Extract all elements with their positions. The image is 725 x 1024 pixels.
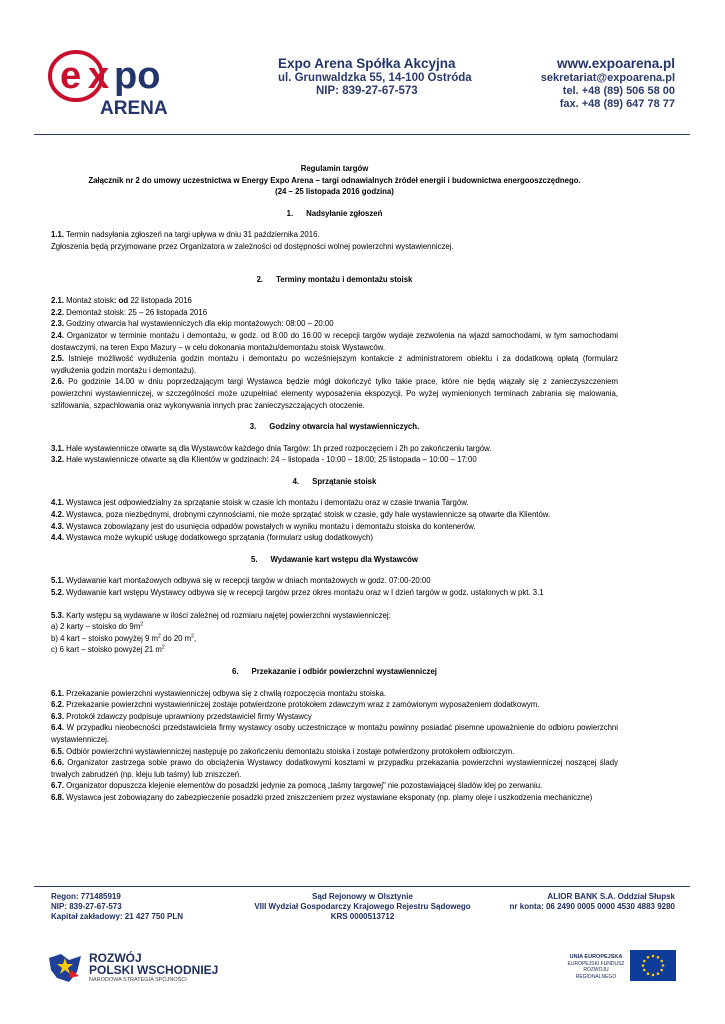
item-2-1: 2.1. Montaż stoisk: od 22 listopada 2016 xyxy=(51,296,192,306)
item-5-3: 5.3. Karty wstępu są wydawane w ilości zależnej od rozmiaru najętej powierzchni wystawienniczej: xyxy=(51,610,391,620)
header-divider xyxy=(34,134,690,135)
eu-flag-icon xyxy=(630,950,676,981)
item-5-3-a: a) 2 karty – stoisko do $9m^2$ xyxy=(51,621,144,632)
footer-bank-name: ALIOR BANK S.A. Oddział Słupsk xyxy=(547,892,675,901)
item-6-8: 6.8. Wystawca jest zobowiązany do zabezpieczenie posadzki przed zniszczeniem przez wystawiane eksponaty (np. plamy oleje i uszkodzenia mechaniczne) xyxy=(51,792,593,802)
section-2-title: 2. Terminy montażu i demontażu stoisk xyxy=(256,274,413,284)
svg-text:e: e xyxy=(60,55,82,97)
item-6-7: 6.7. Organizator dopuszcza klejenie elementów do posadzki jedynie za pomocą „taśmy targowej" nie pozostawiającej śladów klej po zerwaniu. xyxy=(51,781,543,791)
item-2-5: 2.5. Istnieje możliwość wydłużenia godzin montażu i demontażu po wcześniejszym kontakcie z administratorem obiektu i za dodatkową opłatą (formularz wydłużenia godzin montażu i demontażu). xyxy=(51,354,618,375)
section-4-title: 4. Sprzątanie stoisk xyxy=(292,476,377,486)
star-map-icon xyxy=(45,948,85,988)
footer-regon: Regon: 771485919 xyxy=(51,892,121,901)
section-6-title: 6. Przekazanie i odbiór powierzchni wystawienniczej xyxy=(232,667,437,676)
svg-text:po: po xyxy=(114,55,161,97)
ue-line1: UNIA EUROPEJSKA xyxy=(569,954,623,960)
company-nip: NIP: 839-27-67-573 xyxy=(316,85,418,97)
item-6-6: 6.6. Organizator zastrzega sobie prawo do obciążenia Wystawcy dodatkowymi kosztami w przypadku przekazania powierzchni wystawienniczej noszącej ślady trwałych zabrudzeń (np. kleju lub taśmy) lub zniszczeń. xyxy=(51,758,618,779)
contact-block xyxy=(541,56,675,111)
rozwoj-polski-wschodniej-logo xyxy=(45,948,235,993)
document-body xyxy=(51,163,618,804)
footer-bank xyxy=(510,892,675,912)
ue-line3: ROZWOJU REGIONALNEGO xyxy=(575,967,617,980)
item-5-3-c: c) 6 kart – stoisko powyżej 21 $m^2$ xyxy=(51,644,165,655)
website-link[interactable]: www.expoarena.pl xyxy=(556,56,675,71)
svg-text:ARENA: ARENA xyxy=(100,98,168,119)
doc-subtitle: Załącznik nr 2 do umowy uczestnictwa w Energy Expo Arena – targi odnawialnych źródeł energii i budownictwa energooszczędnego. xyxy=(88,175,581,185)
fax: fax. +48 (89) 647 78 77 xyxy=(559,98,675,110)
item-2-4: 2.4. Organizator w terminie montażu i demontażu, w godz. od 8.00 do 16.00 w recepcji targów wydaje zezwolenia na wjazd samochodami, w tym samochodami dostawczymi, na teren Expo Mazury – w celu dokonania montażu/demontażu stoisk Wystawców. xyxy=(51,330,618,352)
item-1-1-b: Zgłoszenia będą przyjmowane przez Organizatora w zależności od dostępności wolnej powierzchni wystawienniczej. xyxy=(51,241,454,251)
ue-line2: EUROPEJSKI FUNDUSZ xyxy=(567,960,625,967)
item-4-2: 4.2. Wystawca, poza niezbędnymi, drobnymi czynnościami, nie może sprzątać stoisk w czasie, gdy hale wystawiennicze są otwarte dla Klientów. xyxy=(51,510,551,520)
item-5-3-b: b) 4 kart – stoisko powyżej 9 $m^2$ do 20 $m^2$, xyxy=(51,633,197,643)
doc-dates: (24 – 25 listopada 2016 godzina) xyxy=(275,187,394,197)
item-6-3: 6.3. Protokół zdawczy podpisuje uprawniony przedstawiciel firmy Wystawcy xyxy=(51,711,312,721)
svg-text:x: x xyxy=(88,55,110,97)
item-2-6: 2.6. Po godzinie 14.00 w dniu poprzedzającym targi Wystawca będzie mógł dokończyć tylko takie prace, które nie będą wiązały się z zanieczyszczeniem powierzchni wystawienniczej, w szczególności może uzupełniać elementy wyposażenia ekspozycji. Po wyżej wymienionych terminach zabrania się malowania, szlifowania, szpachlowania oraz wykonywania innych prac zanieczyszczających otoczenie. xyxy=(51,377,618,410)
item-3-2: 3.2. Hale wystawiennicze otwarte są dla Klientów w godzinach: 24 – listopada - 10:00 – 18:00; 25 listopada – 10:00 – 17:00 xyxy=(51,455,477,465)
item-6-1: 6.1. Przekazanie powierzchni wystawienniczej odbywa się z chwilą rozpoczęcia montażu stoiska. xyxy=(51,688,386,698)
eu-logo xyxy=(566,950,676,982)
item-4-3: 4.3. Wystawca zobowiązany jest do usunięcia odpadów powstałych w wyniku montażu i demontażu stoiska do kontenerów. xyxy=(51,521,476,531)
item-5-1: 5.1. Wydawanie kart montażowych odbywa się w recepcji targów w dniach montażowych w godz. 07:00-20:00 xyxy=(51,576,431,586)
company-name: Expo Arena Spółka Akcyjna xyxy=(278,56,456,71)
rozwoj-line2: POLSKI WSCHODNIEJ xyxy=(89,963,219,977)
letterhead xyxy=(0,0,725,140)
item-6-5: 6.5. Odbiór powierzchni wystawienniczej następuje po zakończeniu demontażu stoiska i zostaje potwierdzony protokołem odbiorczym. xyxy=(51,746,515,756)
footer-krs: KRS 0000513712 xyxy=(330,912,395,921)
item-4-1: 4.1. Wystawca jest odpowiedzialny za sprzątanie stoisk w czasie ich montażu i demontażu oraz w czasie trwania Targów. xyxy=(51,498,469,508)
expo-arena-logo xyxy=(48,44,198,124)
item-1-1: 1.1. Termin nadsyłania zgłoszeń na targi upływa w dniu 31 października 2016. xyxy=(51,230,320,240)
section-5-title: 5. Wydawanie kart wstępu dla Wystawców xyxy=(251,554,418,564)
item-5-2: 5.2. Wydawanie kart wstępu Wystawcy odbywa się w recepcji targów przez okres montażu oraz w I dzień targów w godz. ustalonych w pkt. 3.1 xyxy=(51,588,544,598)
item-3-1: 3.1. Hale wystawiennicze otwarte są dla Wystawców każdego dnia Targów: 1h przed rozpoczęciem i 2h po zakończeniu targów. xyxy=(51,443,492,453)
item-6-4: 6.4. W przypadku nieobecności przedstawiciela firmy wystawcy osoby uczestniczące w montażu powinny posiadać pisemne upoważnienie do odbioru powierzchni wystawienniczej. xyxy=(51,723,618,744)
rozwoj-line1: ROZWÓJ xyxy=(89,951,142,965)
rozwoj-sub: NARODOWA STRATEGIA SPÓJNOŚCI xyxy=(89,977,187,983)
item-6-2: 6.2. Przekazanie powierzchni wystawienniczej zostaje potwierdzone protokołem zdawczym wraz z zamówionym wyposażeniem dodatkowym. xyxy=(51,700,540,710)
item-2-2: 2.2. Demontaż stoisk: 25 – 26 listopada 2016 xyxy=(51,307,208,317)
footer-capital: Kapitał zakładowy: 21 427 750 PLN xyxy=(51,912,184,921)
section-3-title: 3. Godziny otwarcia hal wystawienniczych. xyxy=(249,422,420,432)
doc-title: Regulamin targów xyxy=(300,164,369,173)
company-address: ul. Grunwaldzka 55, 14-100 Ostróda xyxy=(278,72,472,84)
company-block xyxy=(278,56,472,98)
phone: tel. +48 (89) 506 58 00 xyxy=(562,85,675,97)
footer-court-dept: VIII Wydział Gospodarczy Krajowego Rejestru Sądowego xyxy=(254,902,471,911)
footer-court-name: Sąd Rejonowy w Olsztynie xyxy=(312,892,413,901)
item-4-4: 4.4. Wystawca może wykupić usługę dodatkowego sprzątania (formularz usług dodatkowych) xyxy=(51,533,373,543)
item-2-3: 2.3. Godziny otwarcia hal wystawienniczych dla ekip montażowych: 08:00 – 20:00 xyxy=(51,319,334,329)
footer-bank-account: nr konta: 06 2490 0005 0000 4530 4883 9280 xyxy=(509,902,675,911)
section-1-title: 1. Nadsyłanie zgłoszeń xyxy=(286,208,383,218)
footer-nip: NIP: 839-27-67-573 xyxy=(51,902,122,911)
footer-divider xyxy=(34,886,690,887)
email-link[interactable]: sekretariat@expoarena.pl xyxy=(540,72,675,84)
